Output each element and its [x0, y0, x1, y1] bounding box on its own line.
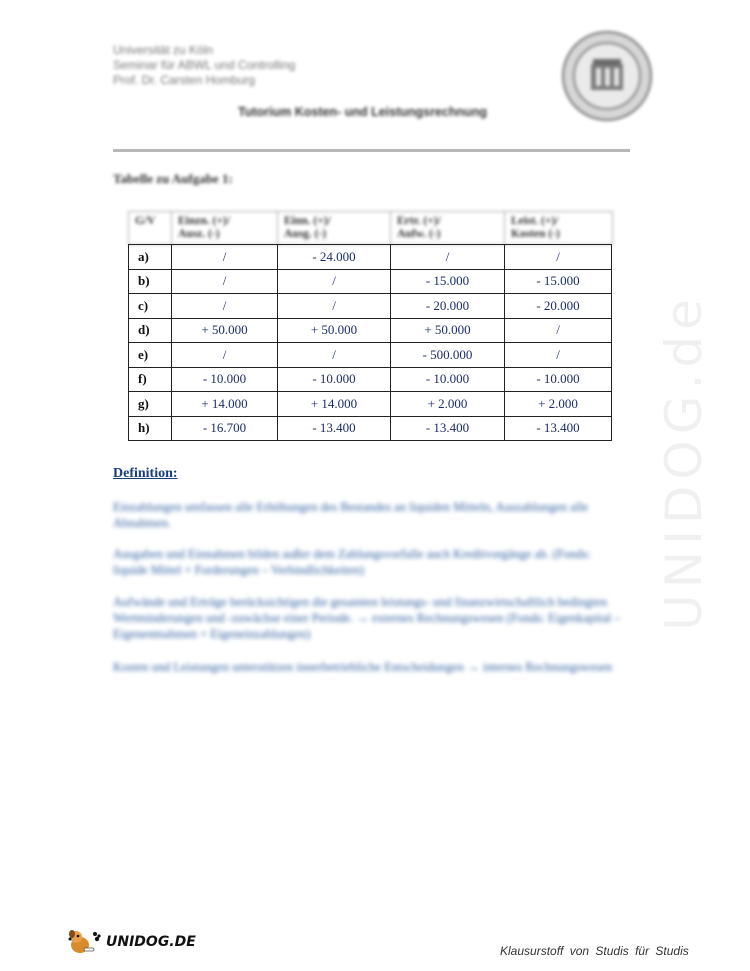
table-row — [129, 318, 612, 343]
table-cell: / — [278, 294, 391, 319]
table-row — [129, 416, 612, 441]
table-cell: - 13.400 — [278, 416, 391, 441]
table-cell: - 10.000 — [505, 367, 612, 392]
watermark: UNIDOG.de — [655, 293, 713, 631]
table-cell: + 2.000 — [391, 392, 505, 417]
footer-tagline: Klausurstoff von Studis für Studis — [500, 944, 689, 958]
table-row — [129, 245, 612, 270]
table-cell: + 50.000 — [391, 318, 505, 343]
definition-paragraph: Einzahlungen umfassen alle Erhöhungen des Bestandes an liquiden Mitteln, Auszahlungen alle Abnahmen. — [113, 500, 589, 530]
header-gv: G/V — [129, 212, 172, 244]
table-cell: / — [505, 318, 612, 343]
table-cell: / — [172, 269, 278, 294]
row-label: c) — [129, 294, 172, 319]
row-label: h) — [129, 416, 172, 441]
logo-text: UNIDOG.DE — [106, 934, 196, 950]
table-header-row — [128, 211, 613, 245]
row-label: g) — [129, 392, 172, 417]
row-label: e) — [129, 343, 172, 368]
table-cell: + 50.000 — [172, 318, 278, 343]
table-cell: / — [172, 343, 278, 368]
table-cell: - 13.400 — [391, 416, 505, 441]
table-row — [129, 392, 612, 417]
row-label: f) — [129, 367, 172, 392]
definition-paragraph: Kosten und Leistungen unterstützen innerbetriebliche Entscheidungen → internes Rechnungswesen — [113, 660, 613, 674]
table-cell: / — [278, 343, 391, 368]
table-cell: - 15.000 — [391, 269, 505, 294]
table-cell: / — [391, 245, 505, 270]
table-cell: + 14.000 — [172, 392, 278, 417]
table-cell: - 10.000 — [278, 367, 391, 392]
table-cell: / — [172, 245, 278, 270]
header-einzahlungen: Einzn. (+)/ Ausz. (-) — [172, 212, 278, 244]
table-cell: - 500.000 — [391, 343, 505, 368]
table-cell: - 20.000 — [391, 294, 505, 319]
table-row — [129, 343, 612, 368]
table-row — [129, 269, 612, 294]
table-cell: - 15.000 — [505, 269, 612, 294]
table-cell: / — [505, 245, 612, 270]
table-cell: + 14.000 — [278, 392, 391, 417]
table-cell: - 13.400 — [505, 416, 612, 441]
university-name: Universität zu Köln — [113, 43, 214, 57]
header-ertraege: Ertr. (+)/ Aufw. (-) — [391, 212, 505, 244]
data-table — [128, 244, 612, 441]
header-einnahmen: Einn. (+)/ Ausg. (-) — [278, 212, 391, 244]
university-header — [113, 43, 295, 88]
table-caption: Tabelle zu Aufgabe 1: — [113, 171, 233, 186]
row-label: b) — [129, 269, 172, 294]
table-cell: / — [278, 269, 391, 294]
table-cell: - 24.000 — [278, 245, 391, 270]
table-cell: - 10.000 — [172, 367, 278, 392]
definition-paragraph: Ausgaben und Einnahmen bilden außer dem Zahlungsvorfalle auch Kreditvorgänge ab. (Fonds: liquide Mittel + Forderungen – Verbindlichkeiten) — [113, 547, 591, 577]
page-title: Tutorium Kosten- und Leistungsrechnung — [238, 105, 488, 119]
table-cell: - 10.000 — [391, 367, 505, 392]
table-row — [129, 367, 612, 392]
table-row — [129, 294, 612, 319]
university-seal-icon — [561, 30, 653, 122]
table-cell: / — [505, 343, 612, 368]
table-cell: / — [172, 294, 278, 319]
table-cell: - 20.000 — [505, 294, 612, 319]
header-leistungen: Leist. (+)/ Kosten (-) — [511, 215, 560, 240]
definition-title: Definition: — [113, 466, 178, 481]
row-label: a) — [129, 245, 172, 270]
professor-name: Prof. Dr. Carsten Homburg — [113, 73, 256, 87]
table-cell: + 2.000 — [505, 392, 612, 417]
table-cell: + 50.000 — [278, 318, 391, 343]
definition-paragraph: Aufwände und Erträge berücksichtigen die gesamten leistungs- und finanzwirtschaftlich bedingten Wertminderungen und -zuwächse einer Periode. → externes Rechnungswesen (Fonds: Eigenkapital – Eigenentnahmen + Eigeneinzahlungen) — [113, 595, 621, 641]
dog-mascot-icon — [66, 928, 102, 956]
seminar-name: Seminar für ABWL und Controlling — [113, 58, 296, 72]
unidog-logo — [66, 928, 196, 956]
header-divider — [113, 149, 630, 152]
row-label: d) — [129, 318, 172, 343]
table-cell: - 16.700 — [172, 416, 278, 441]
